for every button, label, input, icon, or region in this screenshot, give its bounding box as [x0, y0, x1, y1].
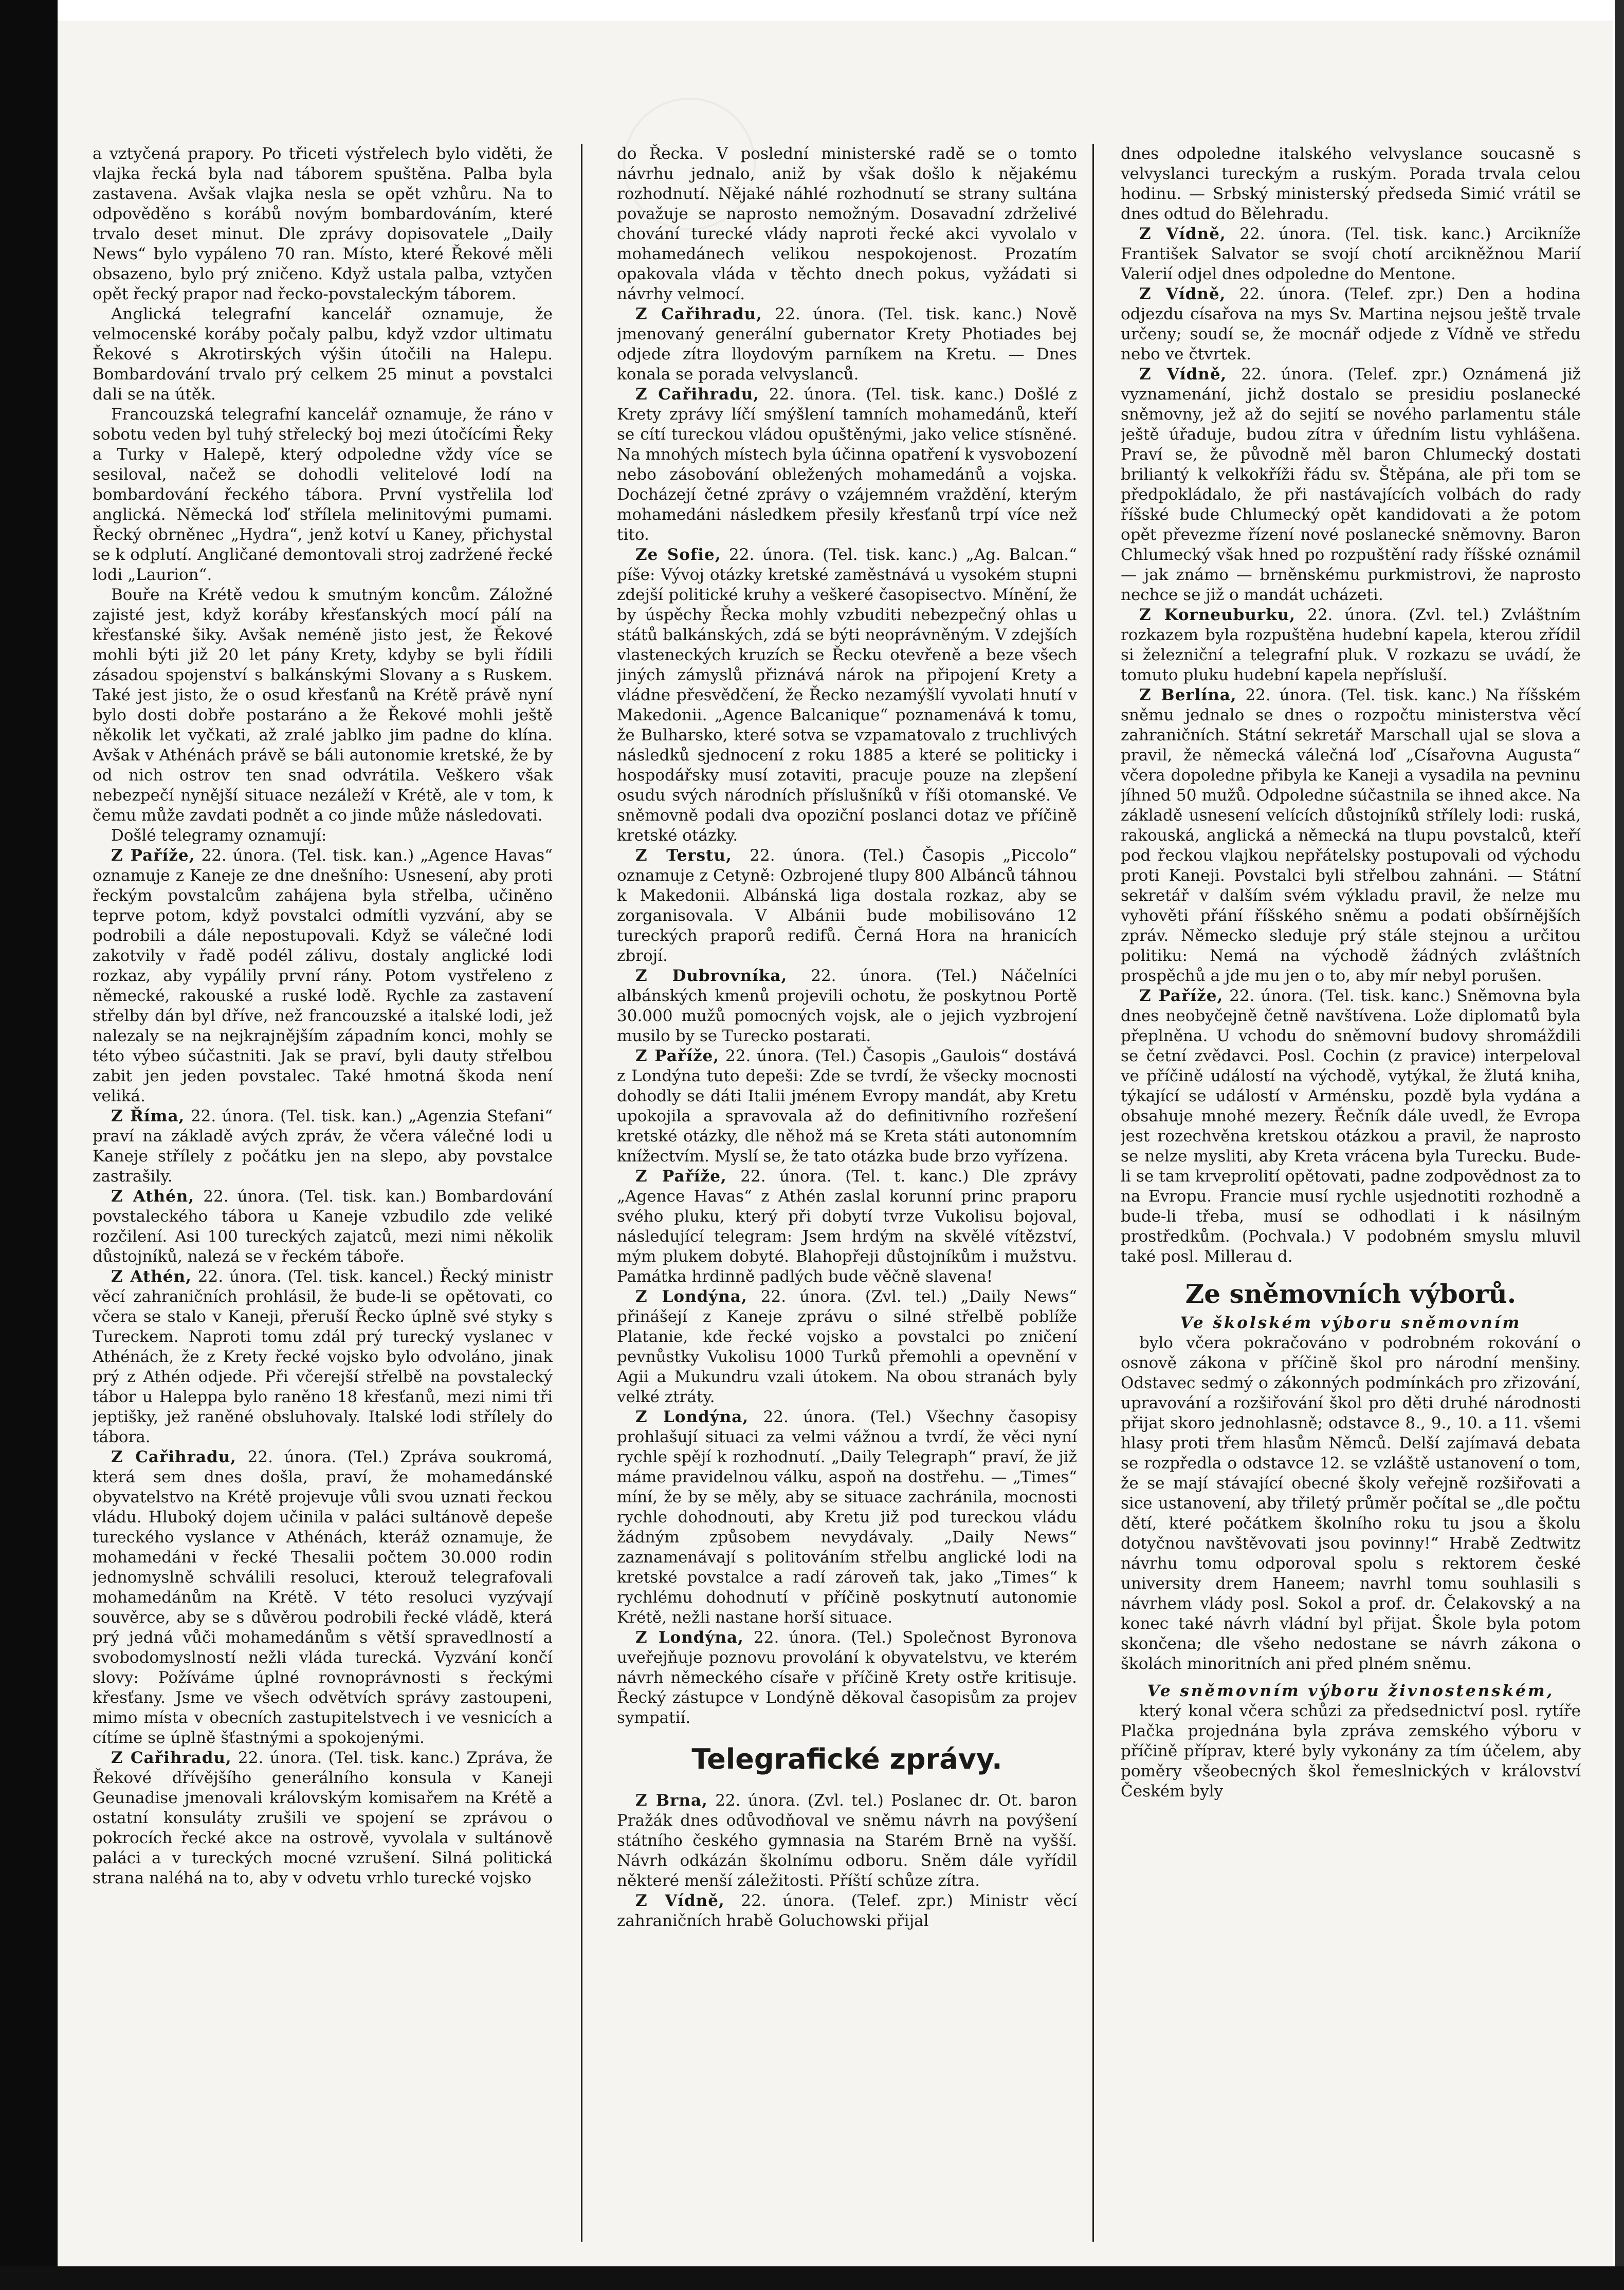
telegram	[617, 966, 1077, 1046]
subsection-heading: Ve sněmovním výboru živnostenském,	[1147, 1682, 1555, 1700]
section-heading: Ze sněmovních výborů.	[1185, 1279, 1517, 1309]
paragraph: dnes odpoledne italského velvyslance soucasně s velvyslanci tureckým a ruským. Porada trvala celou hodinu. — Srbský ministerský předseda Simić vrátil se dnes odtud do Bělehradu.	[1121, 144, 1581, 223]
telegram-text: 22. února. (Tel. tisk. kanc.) Arcikníže František Salvator se svojí chotí arcikněžnou Marií Valerií odjel dnes odpoledne do Mentone.	[1121, 225, 1581, 283]
telegram-text: 22. února. (Tel. t. kanc.) Dle zprávy „Agence Havas“ z Athén zaslal korunní princ praporu svého pluku, který při dobytí tvrze Vukolisu bojoval, následující telegram: Jsem hrdým na skvělé vítězství, mým plukem dobyté. Blahopřeji důstojníkům i mužstvu. Památka hrdinně padlých bude věčně slavena!	[617, 1167, 1077, 1286]
telegram	[617, 1791, 1077, 1891]
dateline: Z Říma,	[111, 1107, 185, 1125]
telegram-text: 22. února. (Zvl. tel.) Zvláštním rozkazem byla rozpuštěna hudební kapela, kterou zřídil si železniční a telegrafní pluk. V rozkazu se uvádí, že tomuto pluku hudební kapela nepřísluší.	[1121, 606, 1581, 684]
telegram	[617, 1628, 1077, 1728]
telegram-text: 22. února. (Tel. tisk. kanc.) Nově jmenovaný generální gubernator Krety Photiades bej odjede zítra lloydovým parníkem na Kretu. — Dnes konala se porada velvyslanců.	[617, 305, 1077, 384]
telegram	[617, 846, 1077, 966]
paragraph: Došlé telegramy oznamují:	[111, 826, 327, 845]
dateline: Z Cařihradu,	[111, 1448, 237, 1466]
telegram-text: 22. února. (Telef. zpr.) Oznámená již vyznamenání, jichž dostalo se presidiu poslanecké sněmovny, jež až do sejití se nového parlamentu stále ještě úřaduje, budou zítra v úředním listu vyhlášena. Praví se, že původně měl baron Chlumecký dostati briliantý k velkokříži řádu sv. Štěpána, ale při tom se předpokládalo, že při nastávajících volbách do rady říšské bude Chlumecký opět kandidovati a že potom opět převezme řízení nové poslanecké sněmovny. Baron Chlumecký však hned po rozpuštění rady říšské oznámil — jak známo — brněnskému purkmistrovi, že naprosto nechce se již o mandát ucházeti.	[1121, 365, 1581, 604]
telegram	[617, 1407, 1077, 1628]
dateline: Z Korneuburku,	[1139, 606, 1296, 624]
dateline: Z Paříže,	[635, 1047, 720, 1065]
dateline: Z Brna,	[635, 1791, 708, 1810]
telegram	[1121, 284, 1581, 365]
scan-border-bottom	[0, 2266, 1624, 2290]
paragraph: do Řecka. V poslední ministerské radě se o tomto návrhu jednalo, aniž by však došlo k nějakému rozhodnutí. Nějaké náhlé rozhodnutí se strany sultána považuje se naprosto nemožným. Dosavadní zdrželivé chování turecké vlády naproti řecké akci vyvolalo v mohamedánech velikou nespokojenost. Prozatím opakovala vláda v těchto dnech pokus, vyžádati si návrhy velmocí.	[617, 144, 1077, 303]
dateline: Z Londýna,	[635, 1287, 747, 1306]
telegram	[617, 545, 1077, 846]
telegram-text: 22. února. (Tel.) Časopis „Piccolo“ oznamuje z Cetyně: Ozbrojené tlupy 800 Albánců táhnou k Makedonii. Albánská liga dostala rozkaz, aby se zorganisovala. V Albánii bude mobilisováno 12 tureckých praporů redifů. Černá Hora na hranicích zbrojí.	[617, 846, 1077, 965]
telegram	[93, 1187, 553, 1267]
telegram-text: 22. února. (Tel.) Společnost Byronova uveřejňuje poznovu provolání k obyvatelstvu, ve kterém návrh německého císaře v příčině Krety ostře kritisuje. Řecký zástupce v Londýně děkoval časopisům za projev sympatií.	[617, 1628, 1077, 1727]
telegram	[617, 1891, 1077, 1931]
telegram	[617, 385, 1077, 545]
dateline: Z Terstu,	[635, 846, 732, 865]
column-rule-2	[1092, 144, 1094, 2242]
paragraph: Anglická telegrafní kancelář oznamuje, že velmocenské koráby počaly palbu, když vzdor ultimatu Řekové s Akrotirských výšin útočili na Halepu. Bombardování trvalo prý celkem 25 minut a povstalci dali se na útěk.	[93, 305, 553, 404]
paragraph: který konal včera schůzi za předsednictví posl. rytíře Plačka projednána byla zpráva zemského výboru v příčině příprav, které byly vykonány za tím účelem, aby poměry všeobecných škol řemeslnických v království Českém byly	[1121, 1702, 1581, 1801]
telegram-text: 22. února. (Tel. tisk. kan.) Bombardování povstaleckého tábora u Kaneje vzbudilo zde veliké rozčilení. Asi 100 tureckých zajatců, mezi nimi několik důstojníků, nalezá se v řeckém táboře.	[93, 1187, 553, 1266]
telegram-text: 22. února. (Tel. tisk. kanc.) Sněmovna byla dnes neobyčejně četně navštívena. Lože diplomatů byla přeplněna. U vchodu do sněmovní budovy shromáždili se četní zvědavci. Posl. Cochin (z pravice) interpeloval ve příčině událostí na východě, vytýkal, že žlutá kniha, týkající se událostí v Arménsku, pozdě byla vydána a obsahuje mnohé mezery. Řečník dále uvedl, že Evropa jest rozechvěna kretskou otázkou a pravil, že naprosto se nelze mysliti, aby Kreta vrácena byla Turecku. Bude-li se tam krveprolití opětovati, padne zodpovědnost za to na Evropu. Francie musí rychle usjednotiti rozhodně a bude-li třeba, musí se odhodlati i k násilným prostředkům. (Pochvala.) V podobném smyslu mluvil také posl. Millerau d.	[1121, 987, 1581, 1266]
dateline: Z Athén,	[111, 1267, 192, 1286]
telegram	[93, 1106, 553, 1187]
telegram-text: 22. února. (Tel.) Zpráva soukromá, která sem dnes došla, praví, že mohamedánské obyvatelstvo na Krétě projevuje vůli svou uznati řeckou vládu. Hluboký dojem učinila v paláci sultánově depeše tureckého vyslance v Athénách, kteráž oznamuje, že mohamedáni v řecké Thesalii počtem 30.000 rodin jednomyslně schválili resoluci, kterouž telegrafovali mohamedánům na Krétě. V této resoluci vyzývají souvěrce, aby se s důvěrou podrobili řecké vládě, která prý jedná vůči mohamedánům s větší spravedlností a svobodomyslností nežli vláda turecká. Vyzvání končí slovy: Požíváme úplné rovnoprávnosti s řeckými křesťany. Jsme ve všech odvětvích správy zastoupeni, mimo místa v obecních zastupitelstvech i ve vesnicích a cítíme se úplně šťastnými a spokojenými.	[93, 1448, 553, 1747]
telegram	[1121, 365, 1581, 605]
column-1	[93, 144, 553, 2242]
telegram-text: 22. února. (Tel. tisk. kanc.) Na říšském sněmu jednalo se dnes o rozpočtu ministerstva věcí zahraničních. Státní sekretář Marschall ujal se slova a pravil, že německá válečná loď „Císařovna Augusta“ včera dopoledne přibyla ke Kaneji a vysadila na pevninu jíhned 50 mužů. Odpoledne súčastnila se ihned akce. Na základě usnesení velících důstojníků střílely lodi: ruská, rakouská, anglická a německá na tlupu povstalců, kteří pod řeckou vlajkou nepřátelsky postupovali od východu proti Kaneji. Povstalci byli střelbou zahnáni. — Státní sekretář v dalším svém výkladu pravil, že nelze mu vyhověti přání říšského sněmu a podati obšírnějších zpráv. Německo sleduje prý stále stejnou a určitou politiku: Nemá na východě žádných zvláštních prospěchů a jde mu jen o to, aby mír nebyl porušen.	[1121, 686, 1581, 985]
dateline: Z Cařihradu,	[111, 1749, 232, 1767]
telegram	[1121, 605, 1581, 685]
telegram	[1121, 685, 1581, 986]
dateline: Z Vídně,	[635, 1892, 725, 1910]
telegram-text: 22. února. (Tel. tisk. kanc.) „Ag. Balcan.“ píše: Vývoj otázky kretské zaměstnává u vysokém stupni zdejší politické kruhy a veškeré časopisectvo. Mínění, že by úspěchy Řecka mohly vzbuditi nebezpečný ohlas u států balkánských, zdá se býti neoprávněným. V zdejších vlasteneckých kruzích se Řecku otevřeně a beze všech jiných zámyslů přiznává nárok na připojení Krety a vládne přesvědčení, že Řecko nezamýšlí vyvolati hnutí v Makedonii. „Agence Balcanique“ poznamenává k tomu, že Bulharsko, které sotva se vzpamatovalo z truchlivých následků sjednocení z roku 1885 a které se politicky i hospodářsky musí zotaviti, pracuje pouze na zlepšení osudu svých národních příslušníků v říši otomanské. Ve sněmovně podali dva opoziční poslanci dotaz ve příčině kretské otázky.	[617, 546, 1077, 845]
telegram	[617, 1167, 1077, 1287]
paragraph: Bouře na Krétě vedou k smutným koncům. Záložné zajisté jest, když koráby křesťanských mocí pálí na křesťanské šiky. Avšak neméně jisto jest, že Řekové mohli býti již 20 let pány Krety, kdyby se byli řídili zásadou spojenství s balkánskými Slovany a s Ruskem. Také jest jisto, že o osud křesťanů na Krétě právě nyní bylo dosti dobře postaráno a že Řekové mohli ještě několik let vyčkati, až zralé jablko jim padne do klína. Avšak v Athénách právě se báli autonomie kretské, že by od nich ostrov ten snad odvrátila. Veškero však nebezpečí nynější situace nezáleží v Krétě, ale v tom, k čemu může zavdati podnět a co jinde může následovati.	[93, 586, 553, 825]
telegram	[1121, 224, 1581, 284]
dateline: Z Paříže,	[1139, 987, 1224, 1005]
telegram	[93, 1447, 553, 1748]
dateline: Ze Sofie,	[635, 546, 721, 564]
telegram-text: 22. února. (Tel. tisk. kanc.) Zpráva, že Řekové dřívějšího generálního konsula v Kaneji Geunadise jmenovali královským komisařem na Krétě a ostatní konsuláty zrušili ve spojení se zprávou o pokrocích řecké akce na ostrově, vyvolala v sultánově paláci a v tureckých mocné vzrušení. Silná politická strana naléhá na to, aby v odvetu vrhlo turecké vojsko	[93, 1749, 553, 1887]
scan-border-right	[1615, 0, 1624, 2290]
paragraph: bylo včera pokračováno v podrobném rokování o osnově zákona v příčině škol pro národní menšiny. Odstavec sedmý o zákonných podmínkách pro zřizování, upravování a rozšiřování škol pro děti druhé národnosti přijat skoro jednohlasně; odstavce 8., 9., 10. a 11. všemi hlasy proti třem hlasům Němců. Delší zajímavá debata se rozpředla o odstavce 12. se vzláště ustanovení o tom, že se mají stávající obecné školy veřejně rozšiřovati a sice ustanovení, aby třiletý průměr počítal se „dle počtu dětí, které počátkem školního roku tu jsou a školu dotyčnou navštěvovati jsou povinny!“ Hrabě Zedtwitz návrhu tomu odporoval spolu s rektorem české university drem Haneem; navrhl tomu souhlasili s návrhem vlády posl. Sokol a prof. dr. Čelakovský a na konec také návrh vládní byl přijat. Škole byla potom skončena; dle všeho nedostane se návrh zákona o školách minoritních ani před plném sněmu.	[1121, 1334, 1581, 1673]
telegram	[617, 1287, 1077, 1407]
telegram-text: 22. února. (Zvl. tel.) „Daily News“ přinášejí z Kaneje zprávu o silné střelbě poblíže Platanie, kde řecké vojsko a povstalci po zničení pevnůstky Vukolisu 1000 Turků přemohli a opevnění v Agii a Mukundru vzali útokem. Na obou stranách byly velké ztráty.	[617, 1287, 1077, 1406]
dateline: Z Athén,	[111, 1187, 195, 1206]
dateline: Z Berlína,	[1139, 686, 1237, 704]
dateline: Z Cařihradu,	[635, 305, 762, 323]
telegram-text: 22. února. (Zvl. tel.) Poslanec dr. Ot. baron Pražák dnes odůvodňoval ve sněmu návrh na povýšení státního českého gymnasia na Starém Brně na vyšší. Návrh odkázán školnímu odboru. Sněm dále vyřídil některé menší záležitosti. Příští schůze zítra.	[617, 1791, 1077, 1890]
column-3	[1121, 144, 1581, 2242]
telegram-text: 22. února. (Tel. tisk. kanc.) Došlé z Krety zprávy líčí smýšlení tamních mohamedánů, kteří se cítí tureckou vládou opuštěnými, jako velice stísněné. Na mnohých místech byla účinna opatření k vysvobození nebo zásobování obležených mohamedánů a vojska. Docházejí četné zprávy o vzájemném vraždění, kterým mohamedáni následkem přesily křesťanů trpí více než tito.	[617, 385, 1077, 544]
telegram-text: 22. února. (Tel.) Časopis „Gaulois“ dostává z Londýna tuto depeši: Zde se tvrdí, že všecky mocnosti dohodly se dáti Italii jménem Evropy mandát, aby Kretu upokojila a spravovala až do definitivního rozřešení kretské otázky, dle něhož má se Kreta státi autonomním knížectvím. Myslí se, že tato otázka bude brzo vyřízena.	[617, 1047, 1077, 1166]
telegram-text: 22. února. (Tel.) Všechny časopisy prohlašují situaci za velmi vážnou a tvrdí, že věci nyní rychle spějí k rozhodnutí. „Daily Telegraph“ praví, že již máme pravidelnou válku, aspoň na dostřehu. — „Times“ míní, že by se měly, aby se situace zachránila, mocnosti rychle dohodnouti, aby Kretu již pod tureckou vládu žádným způsobem nevydávaly. „Daily News“ zaznamenávají s politováním střelbu anglické lodi na kretské povstalce a radí zároveň tak, jako „Times“ k rychlému dohodnutí v příčině poskytnutí autonomie Krétě, nežli nastane horší situace.	[617, 1408, 1077, 1627]
dateline: Z Londýna,	[635, 1628, 744, 1647]
telegram	[93, 1267, 553, 1447]
dateline: Z Londýna,	[635, 1408, 749, 1426]
dateline: Z Dubrovníka,	[635, 967, 788, 985]
dateline: Z Paříže,	[111, 846, 195, 865]
paragraph: a vztyčená prapory. Po třiceti výstřelech bylo viděti, že vlajka řecká byla nad táborem spuštěna. Palba byla zastavena. Avšak vlajka nesla se opět vzhůru. Na to odpověděno s korábů novým bombardováním, které trvalo deset minut. Dle zprávy dopisovatele „Daily News“ bylo vypáleno 70 ran. Místo, které Řekové měli obsazeno, bylo prý zničeno. Když ustala palba, vztyčen opět řecký prapor nad řecko-povstaleckým táborem.	[93, 144, 553, 303]
telegram	[93, 1748, 553, 1888]
telegram-text: 22. února. (Tel. tisk. kan.) „Agence Havas“ oznamuje z Kaneje ze dne dnešního: Usnesení, aby proti řeckým povstalcům zahájena byla střelba, učiněno teprve potom, když povstalci odmítli vyzvání, aby se podrobili a dále nepostupovali. Když se válečné lodi zakotvily v řadě podél zálivu, dostaly anglické lodi rozkaz, aby vypálily první rány. Potom vystřeleno z německé, rakouské a ruské lodě. Rychle za zastavení střelby dán byl dříve, než francouzské a italské lodi, jež nalezaly se na nejkrajnějším západním konci, mohly se této výbeo súčastniti. Jak se praví, byli dauty střelbou zabit jen jeden povstalec. Také hmotná škoda není veliká.	[93, 846, 553, 1105]
telegram-text: 22. února. (Tel.) Náčelníci albánských kmenů projevili ochotu, že poskytnou Portě 30.000 mužů pomocných vojsk, ale o jejich vyzbrojení musilo by se Turecko postarati.	[617, 967, 1077, 1045]
column-rule-1	[581, 144, 582, 2242]
subsection-heading: Ve školském výboru sněmovním	[1180, 1314, 1522, 1332]
scan-border-left	[0, 0, 58, 2290]
column-2	[617, 144, 1077, 2242]
telegram-text: 22. února. (Tel. tisk. kancel.) Řecký ministr věcí zahraničních prohlásil, že bude-li se opětovati, co včera se stalo v Kaneji, přeruší Řecko úplně své styky s Tureckem. Naproti tomu zdál prý turecký vyslanec v Athénách, že z Krety řecké vojsko bylo odvoláno, jinak prý z Athén odjede. Při včerejší střelbě na povstalecký tábor u Haleppa bylo raněno 18 křesťanů, mezi nimi tři jeptišky, jež raněné obsluhovaly. Italské lodi střílely do tábora.	[93, 1267, 553, 1446]
dateline: Z Paříže,	[635, 1167, 727, 1186]
telegram-text: 22. února. (Telef. zpr.) Den a hodina odjezdu císařova na mys Sv. Martina nejsou ještě trvale určeny; soudí se, že mocnář odjede z Vídně ve středu nebo ve čtvrtek.	[1121, 285, 1581, 364]
telegram-text: 22. února. (Telef. zpr.) Ministr věcí zahraničních hrabě Goluchowski přijal	[617, 1892, 1077, 1930]
paragraph: Francouzská telegrafní kancelář oznamuje, že ráno v sobotu veden byl tuhý střelecký boj mezi útočícími Řeky a Turky v Halepě, který odpoledne vždy více se sesiloval, načež se dohodli velitelové lodí na bombardování řeckého tábora. První vystřelila loď anglická. Německá loď střílela melinitovými pumami. Řecký obrněnec „Hydra“, jenž kotví u Kaney, přichystal se k odplutí. Angličané demontovali stroj zadržené řecké lodi „Laurion“.	[93, 405, 553, 584]
telegram	[617, 304, 1077, 385]
section-heading: Telegrafické zprávy.	[691, 1743, 1002, 1775]
dateline: Z Vídně,	[1139, 285, 1226, 303]
telegram-text: 22. února. (Tel. tisk. kan.) „Agenzia Stefani“ praví na základě avých zpráv, že včera válečné lodi u Kaneje střílely z počátku jen na slepo, aby povstalce zastrašily.	[93, 1107, 553, 1186]
dateline: Z Vídně,	[1139, 225, 1226, 243]
article-columns	[93, 144, 1586, 2242]
telegram	[617, 1046, 1077, 1167]
dateline: Z Cařihradu,	[635, 385, 760, 404]
telegram	[1121, 986, 1581, 1267]
dateline: Z Vídně,	[1139, 365, 1227, 384]
telegram	[93, 846, 553, 1106]
